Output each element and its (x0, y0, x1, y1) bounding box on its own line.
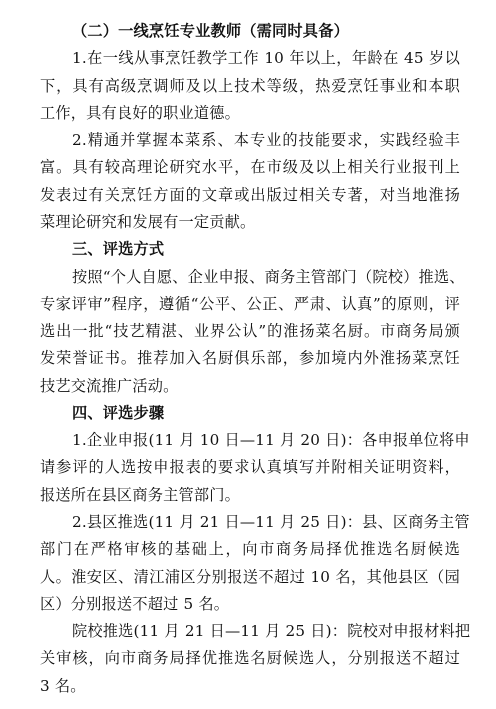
paragraph-line: 下，具有高级烹调师及以上技术等级，热爱烹饪事业和本职 (40, 76, 460, 95)
paragraph-line: 关审核，向市商务局择优推选名厨候选人，分别报送不超过 (40, 649, 460, 668)
paragraph-line: 1.在一线从事烹饪教学工作 10 年以上，年龄在 45 岁以 (72, 49, 460, 68)
paragraph-line: 人。淮安区、清江浦区分别报送不超过 10 名，其他县区（园 (40, 567, 460, 586)
paragraph-line: 专家评审”程序，遵循“公平、公正、严肃、认真”的原则，评 (40, 294, 460, 313)
paragraph-line: 发荣誉证书。推荐加入名厨俱乐部，参加境内外淮扬菜烹饪 (40, 349, 460, 368)
paragraph-line: 2.精通并掌握本菜系、本专业的技能要求，实践经验丰 (72, 131, 460, 150)
paragraph-line: 1.企业申报(11 月 10 日—11 月 20 日)：各申报单位将申 (72, 431, 470, 450)
paragraph-line: 技艺交流推广活动。 (40, 376, 179, 395)
paragraph-line: 报送所在县区商务主管部门。 (40, 485, 241, 504)
paragraph-line: 部门在严格审核的基础上，向市商务局择优推选名厨候选 (40, 540, 460, 559)
paragraph-line: 菜理论研究和发展有一定贡献。 (40, 212, 256, 231)
paragraph-line: 发表过有关烹饪方面的文章或出版过相关专著，对当地淮扬 (40, 185, 460, 204)
section-heading-first-line-teachers: （二）一线烹饪专业教师（需同时具备） (72, 22, 349, 40)
section-heading-selection-method: 三、评选方式 (72, 240, 165, 259)
paragraph-line: 选出一批“技艺精湛、业界公认”的淮扬菜名厨。市商务局颁 (40, 322, 460, 341)
paragraph-line: 院校推选(11 月 21 日—11 月 25 日)：院校对申报材料把 (72, 622, 471, 641)
paragraph-line: 区）分别报送不超过 5 名。 (40, 594, 230, 613)
section-heading-selection-steps: 四、评选步骤 (72, 403, 165, 422)
paragraph-line: 2.县区推选(11 月 21 日—11 月 25 日)：县、区商务主管 (72, 513, 470, 532)
paragraph-line: 工作，具有良好的职业道德。 (40, 103, 241, 122)
paragraph-line: 3 名。 (40, 676, 86, 695)
paragraph-line: 请参评的人选按申报表的要求认真填写并附相关证明资料， (40, 458, 460, 477)
paragraph-line: 富。具有较高理论研究水平，在市级及以上相关行业报刊上 (40, 158, 460, 177)
paragraph-line: 按照“个人自愿、企业申报、商务主管部门（院校）推选、 (72, 267, 465, 286)
